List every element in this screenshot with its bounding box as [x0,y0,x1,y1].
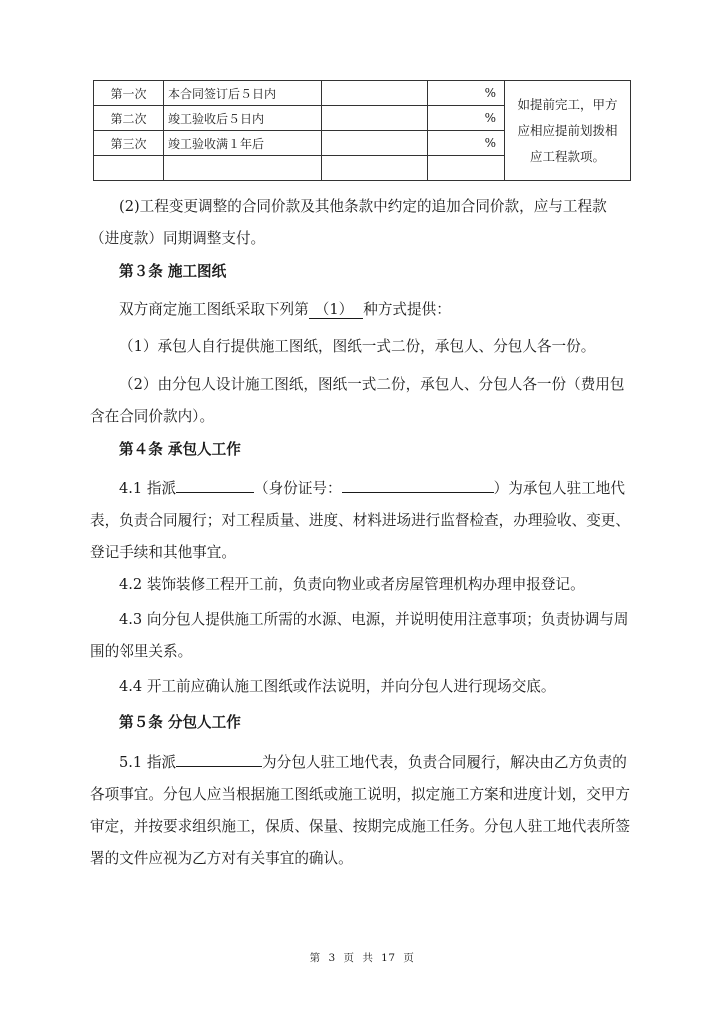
payment-note: 如提前完工，甲方应相应提前划拨相应工程款项。 [505,81,631,181]
footer-total-pages: 17 [381,952,396,964]
contractor-rep-id-blank [342,475,494,493]
payment-amount [322,106,428,131]
payment-condition: 竣工验收后５日内 [164,106,322,131]
footer-label-gong: 共 [362,952,374,964]
para-price-adjustment: (2)工程变更调整的合同价款及其他条款中约定的追加合同价款，应与工程款（进度款）同期调整支付。 [90,198,607,247]
article-4-p3: 4.3 向分包人提供施工所需的水源、电源，并说明使用注意事项；负责协调与周围的邻里关系。 [90,611,629,660]
article-4-p1-rest: ）为承包人驻工地代表，负责合同履行；对工程质量、进度、材料进场进行监督检查，办理验收、变更、登记手续和其他事宜。 [90,480,630,561]
article-4-p1-id-label: （身份证号： [254,480,342,497]
payment-amount [322,131,428,156]
payment-schedule-table [93,80,631,181]
contractor-rep-name-blank [176,475,254,493]
article-4-p1 [90,473,635,569]
payment-amount [322,81,428,106]
payment-percent [428,156,505,181]
page-footer [0,950,724,965]
article-4-p2: 4.2 装饰装修工程开工前，负责向物业或者房屋管理机构办理申报登记。 [119,576,585,593]
article-3-option-2: （2）由分包人设计施工图纸，图纸一式二份，承包人、分包人各一份（费用包含在合同价款内）。 [90,376,625,425]
payment-stage: 第二次 [94,106,164,131]
article-4-heading: 第４条 承包人工作 [119,441,241,458]
article-3-intro-before: 双方商定施工图纸采取下列第 [119,301,309,318]
payment-stage: 第三次 [94,131,164,156]
article-5-p1-rest: 为分包人驻工地代表，负责合同履行，解决由乙方负责的各项事宜。分包人应当根据施工图纸或施工说明，拟定施工方案和进度计划，交甲方审定，并按要求组织施工，保质、保量、按期完成施工任务。分包人驻工地代表所签署的文件应视为乙方对有关事宜的确认。 [90,754,630,867]
article-3-option-1: （1）承包人自行提供施工图纸，图纸一式二份，承包人、分包人各一份。 [119,338,596,355]
payment-percent: % [428,81,505,106]
article-4-p1-lead: 4.1 指派 [119,480,177,497]
payment-percent: % [428,131,505,156]
article-3-intro-after: 种方式提供： [363,301,451,318]
footer-page-number: 3 [328,952,336,964]
article-5-p1 [90,747,635,875]
article-5-p1-lead: 5.1 指派 [119,754,177,771]
article-3-intro [90,294,635,326]
drawing-method-choice: （1） [309,301,363,319]
payment-stage [94,156,164,181]
payment-condition [164,156,322,181]
table-row [94,81,631,106]
article-4-p4: 4.4 开工前应确认施工图纸或作法说明，并向分包人进行现场交底。 [119,678,556,695]
payment-condition: 竣工验收满１年后 [164,131,322,156]
payment-stage: 第一次 [94,81,164,106]
payment-percent: % [428,106,505,131]
footer-label-di: 第 [309,952,321,964]
article-3-heading: 第３条 施工图纸 [119,263,227,280]
payment-condition: 本合同签订后５日内 [164,81,322,106]
footer-label-ye: 页 [343,952,355,964]
subcontractor-rep-name-blank [176,749,262,767]
article-5-heading: 第５条 分包人工作 [119,714,241,731]
footer-label-ye-2: 页 [403,952,415,964]
payment-amount [322,156,428,181]
